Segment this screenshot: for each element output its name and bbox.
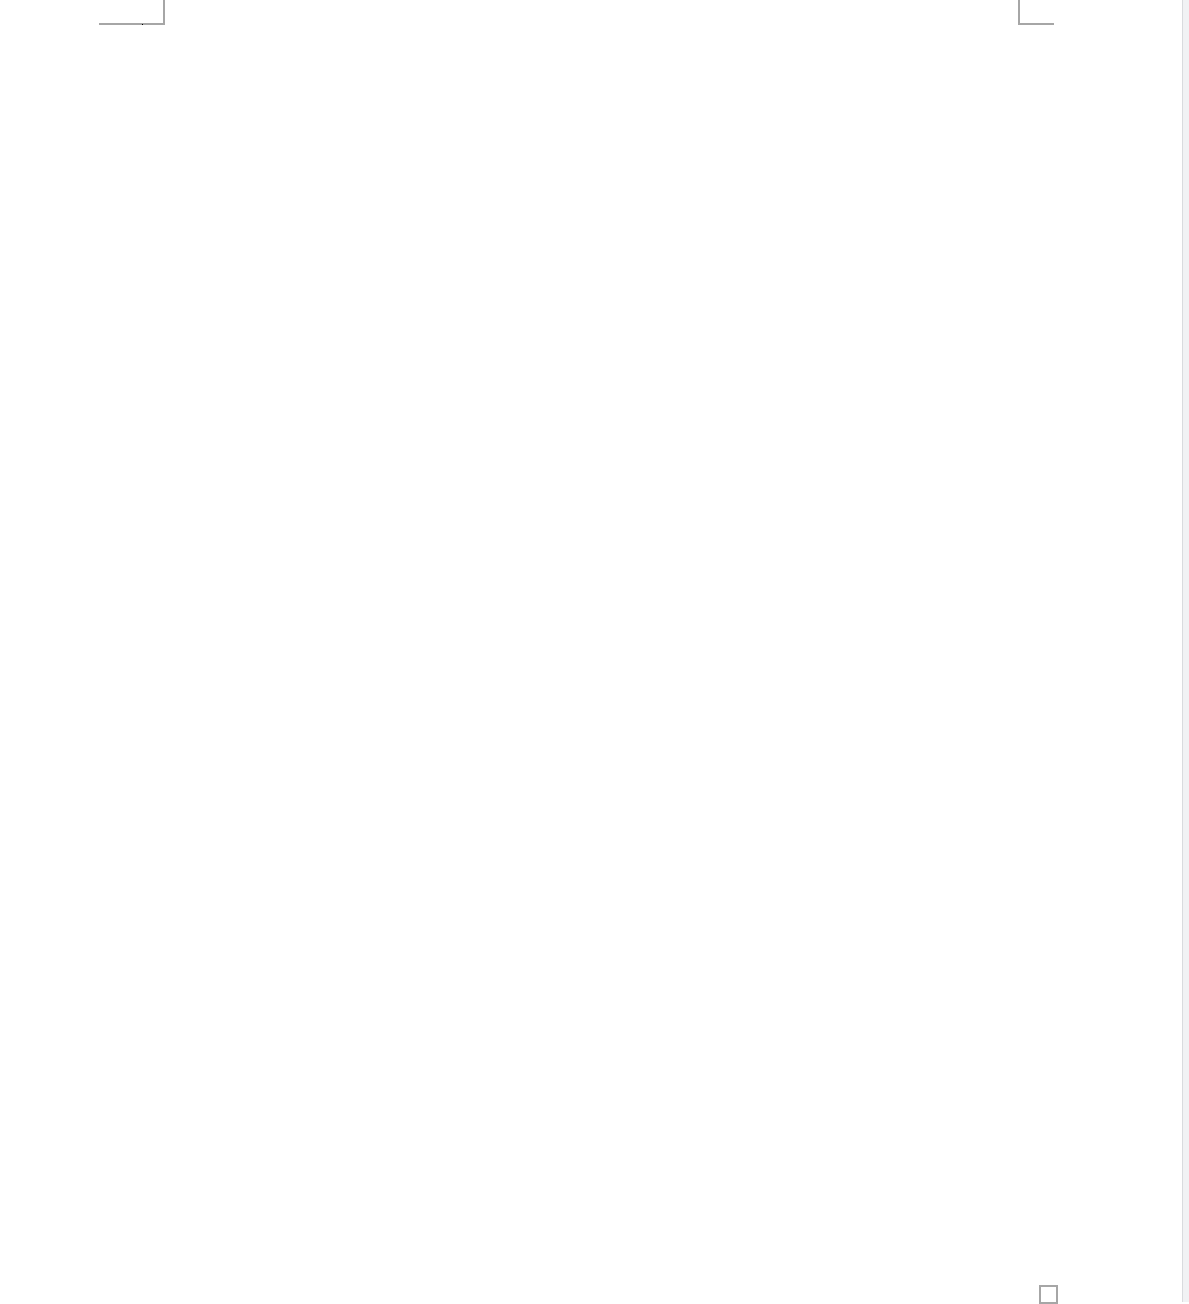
text-boundary-mark-top-right: [1018, 0, 1054, 25]
course-table: [142, 24, 143, 25]
text-boundary-mark-top-left: [99, 0, 165, 25]
scrollbar-track[interactable]: [1182, 0, 1189, 1302]
table-resize-handle[interactable]: [1039, 1285, 1058, 1304]
